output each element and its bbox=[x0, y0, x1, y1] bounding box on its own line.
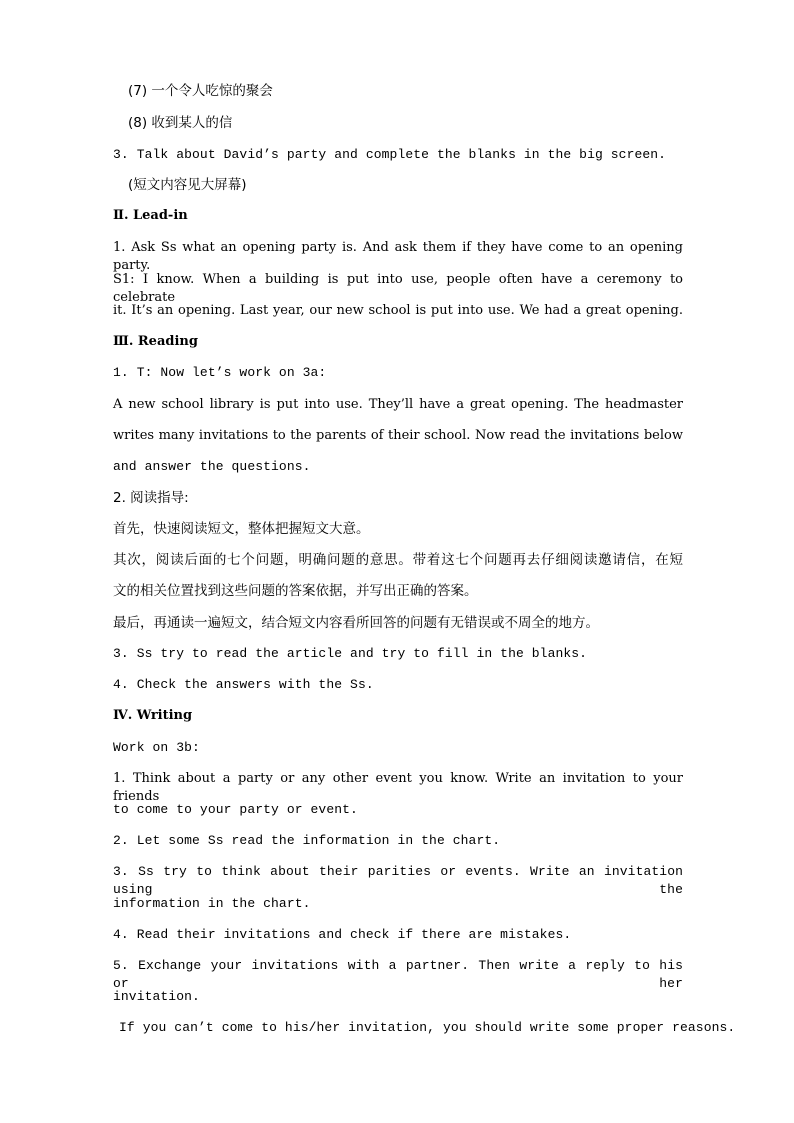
lead-in-step-1: 1. Ask Ss what an opening party is. And ask them if they have come to an opening party. bbox=[113, 240, 683, 273]
writing-step-4: 4. Read their invitations and check if there are mistakes. bbox=[113, 927, 572, 942]
reading-guide-last: 最后，再通读一遍短文，结合短文内容看所回答的问题有无错误或不周全的地方。 bbox=[113, 615, 599, 631]
step-3-talk: 3. Talk about David’s party and complete the blanks in the big screen. bbox=[113, 147, 667, 162]
writing-step-1-line-1: 1. Think about a party or any other event you know. Write an invitation to your friends bbox=[113, 771, 683, 804]
reading-guide-second-line-2: 文的相关位置找到这些问题的答案依据，并写出正确的答案。 bbox=[113, 583, 478, 599]
writing-step-2: 2. Let some Ss read the information in the chart. bbox=[113, 833, 501, 848]
reading-guide-second-line-1: 其次，阅读后面的七个问题，明确问题的意思。带着这七个问题再去仔细阅读邀请信，在短 bbox=[113, 552, 683, 568]
reading-guide-heading: 2. 阅读指导: bbox=[113, 490, 189, 506]
section-heading-reading: Ⅲ. Reading bbox=[113, 334, 198, 349]
vocab-item-8: (8) 收到某人的信 bbox=[128, 115, 233, 131]
reading-guide-first: 首先，快速阅读短文，整体把握短文大意。 bbox=[113, 521, 370, 537]
reading-text-line-1: A new school library is put into use. They’ll have a great opening. The headmaster bbox=[113, 397, 683, 412]
writing-intro: Work on 3b: bbox=[113, 740, 200, 755]
writing-step-5-line-2: invitation. bbox=[113, 989, 200, 1004]
writing-step-3-line-1: 3. Ss try to think about their parities or events. Write an invitation using the bbox=[113, 864, 683, 897]
reading-text-line-3: and answer the questions. bbox=[113, 459, 311, 474]
lead-in-s1-line-1: S1: I know. When a building is put into use, people often have a ceremony to celebrate bbox=[113, 272, 683, 305]
writing-step-1-line-2: to come to your party or event. bbox=[113, 802, 358, 817]
reading-step-1: 1. T: Now let’s work on 3a: bbox=[113, 365, 327, 380]
vocab-item-7: (7) 一个令人吃惊的聚会 bbox=[128, 83, 273, 99]
reading-text-line-2: writes many invitations to the parents of their school. Now read the invitations below bbox=[113, 428, 683, 443]
screen-note: (短文内容见大屏幕) bbox=[128, 177, 247, 193]
lead-in-s1-line-2: it. It’s an opening. Last year, our new school is put into use. We had a great opening. bbox=[113, 303, 683, 318]
reading-step-3: 3. Ss try to read the article and try to fill in the blanks. bbox=[113, 646, 588, 661]
section-heading-writing: Ⅳ. Writing bbox=[113, 708, 193, 723]
reading-step-4: 4. Check the answers with the Ss. bbox=[113, 677, 374, 692]
writing-step-5-line-1: 5. Exchange your invitations with a partner. Then write a reply to his or her bbox=[113, 958, 683, 991]
section-heading-lead-in: Ⅱ. Lead-in bbox=[113, 208, 188, 223]
writing-step-3-line-2: information in the chart. bbox=[113, 896, 311, 911]
writing-note: If you can’t come to his/her invitation, you should write some proper reasons. bbox=[119, 1020, 736, 1035]
